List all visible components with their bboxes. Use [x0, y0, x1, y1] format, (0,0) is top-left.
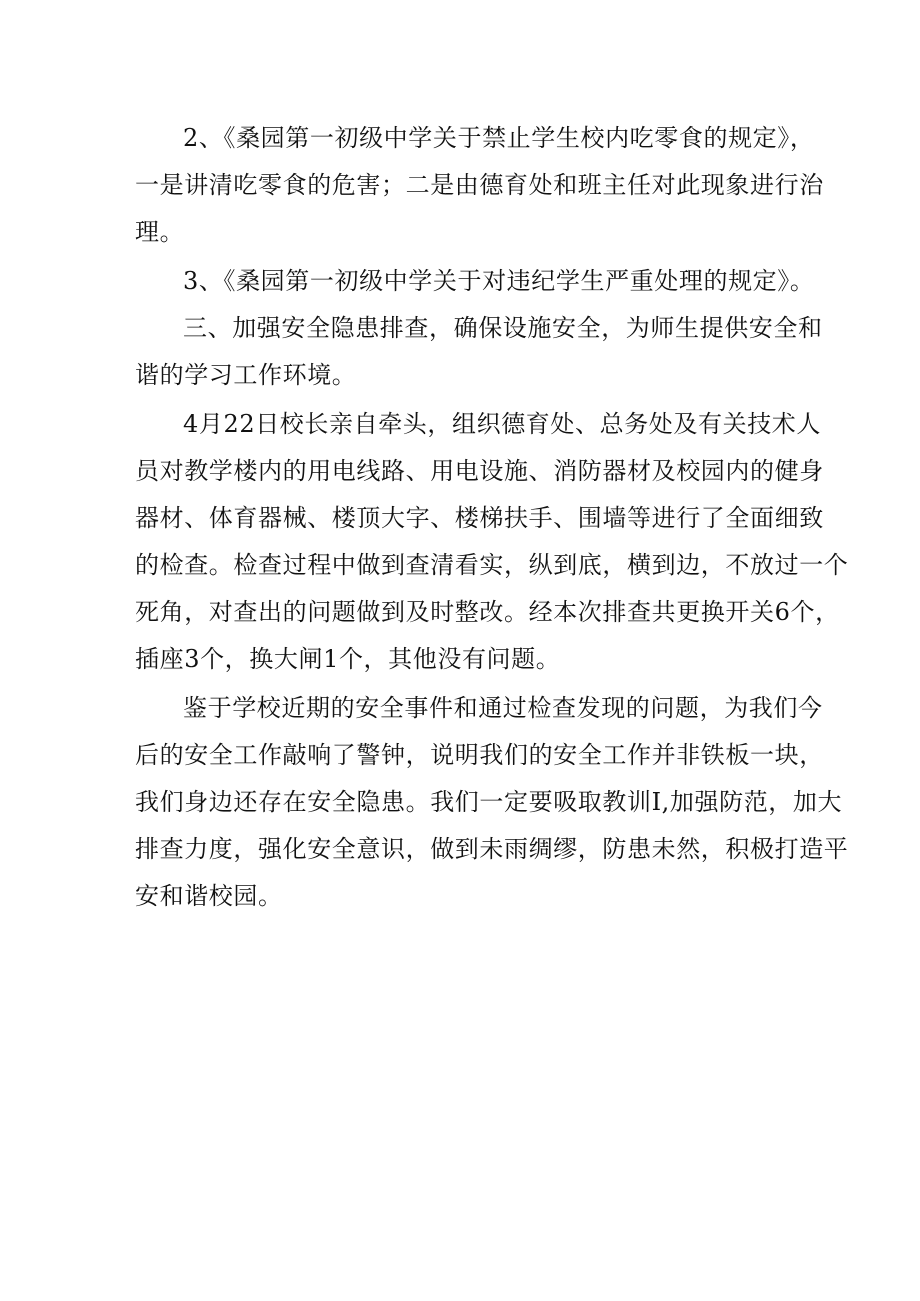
paragraph-line: 死角，对查出的问题做到及时整改。经本次排查共更换开关6个， — [135, 598, 840, 626]
paragraph-line: 后的安全工作敲响了警钟，说明我们的安全工作并非铁板一块， — [135, 741, 824, 769]
paragraph-line: 安和谐校园。 — [135, 882, 283, 910]
paragraph-line: 鉴于学校近期的安全事件和通过检查发现的问题，为我们今 — [183, 694, 823, 722]
document-body — [135, 115, 849, 920]
paragraph-line: 插座3个，换大闸1个，其他没有问题。 — [135, 645, 561, 673]
paragraph-line: 3、《桑园第一初级中学关于对违纪学生严重处理的规定》。 — [183, 267, 815, 295]
paragraph-line: 的检查。检查过程中做到查清看实，纵到底，横到边，不放过一个 — [135, 551, 849, 579]
paragraph-section-three-heading — [135, 305, 823, 399]
paragraph-line: 4月22日校长亲自牵头，组织德育处、总务处及有关技术人 — [183, 410, 822, 438]
paragraph-line: 员对教学楼内的用电线路、用电设施、消防器材及校园内的健身 — [135, 457, 824, 485]
paragraph-line: 排查力度，强化安全意识，做到未雨绸缪，防患未然，积极打造平 — [135, 835, 849, 863]
paragraph-conclusion — [135, 685, 849, 920]
paragraph-line: 器材、体育器械、楼顶大字、楼梯扶手、围墙等进行了全面细致 — [135, 504, 824, 532]
paragraph-line: 三、加强安全隐患排查，确保设施安全，为师生提供安全和 — [183, 314, 823, 342]
paragraph-rule-discipline — [135, 258, 815, 305]
paragraph-line: 一是讲清吃零食的危害；二是由德育处和班主任对此现象进行治 — [135, 171, 824, 199]
paragraph-rule-snacks — [135, 115, 824, 256]
paragraph-line: 我们身边还存在安全隐患。我们一定要吸取教训I,加强防范，加大 — [135, 788, 843, 816]
paragraph-line: 2、《桑园第一初级中学关于禁止学生校内吃零食的规定》， — [183, 124, 815, 152]
paragraph-inspection — [135, 401, 849, 683]
paragraph-line: 理。 — [135, 218, 185, 246]
paragraph-line: 谐的学习工作环境。 — [135, 361, 357, 389]
